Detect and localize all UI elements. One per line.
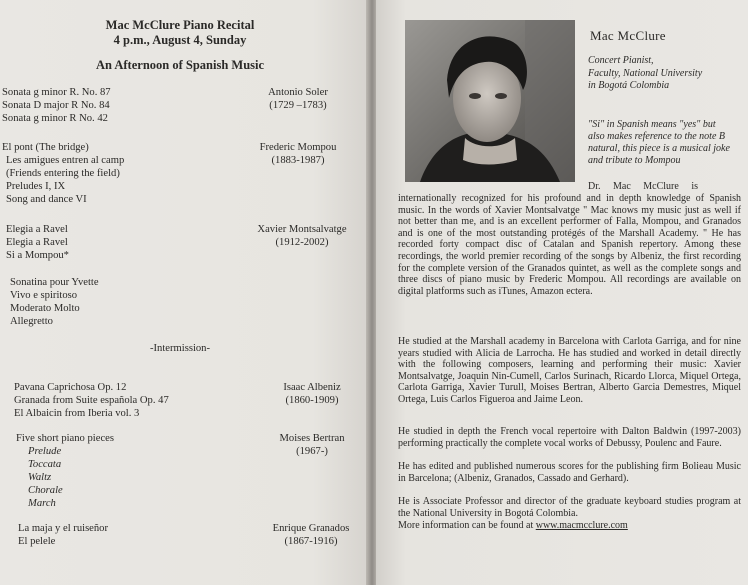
composer-name: Frederic Mompou bbox=[259, 142, 337, 153]
work-list bbox=[2, 86, 111, 125]
footnote-line: "Si" in Spanish means "yes" but bbox=[588, 119, 716, 130]
composer-dates: (1912-2002) bbox=[275, 237, 329, 248]
composer bbox=[240, 223, 364, 249]
program-subtitle: An Afternoon of Spanish Music bbox=[95, 58, 265, 72]
bio-paragraph-4 bbox=[398, 461, 741, 484]
role-line: Concert Pianist, bbox=[588, 55, 654, 66]
work: Les amigues entren al camp bbox=[6, 155, 125, 166]
footnote-line: and tribute to Mompou bbox=[588, 155, 681, 166]
sub-work: March bbox=[28, 498, 56, 509]
bio-text: He studied at the Marshall academy in Barcelona with Carlota Garriga, and for nine years studied with Alicia de Larrocha. He has studied and worked in detail directly with the following composers, learning and performing their music: Xavier Montsalvatge, Joaquin Nin-Cumell, Carlos Surinach, Ricardo Llorca, Miquel Ortega, Carlota Garriga, Xavier Turull, Moises Bertran, Alberto Garcia Demestres, Miquel Ortega, Luis Carlos Figueroa and Jaime Leon. bbox=[398, 336, 741, 405]
pianist-photo bbox=[405, 20, 575, 182]
work: Moderato Molto bbox=[10, 303, 80, 314]
work: Sonatina pour Yvette bbox=[10, 277, 99, 288]
bio-text: He is Associate Professor and director of the graduate keyboard studies program at the National University in Bogotá Colombia. bbox=[398, 496, 741, 519]
composer-name: Enrique Granados bbox=[272, 523, 350, 534]
work: Sonata D major R No. 84 bbox=[2, 100, 110, 111]
right-page bbox=[376, 0, 748, 585]
composer bbox=[262, 432, 362, 458]
bio-text: internationally recognized for his profound and in depth knowledge of Spanish music. In the words of Xavier Montsalvatge " Mac knows my music just as well if not better than me, and is an excellent performer of Falla, Mompou, and Granados and is one of the most outstanding protégés of the Marshall Academy. " He has recorded forty compact disc of Catalan and Spanish repertory. Among these recordings, the world premier recording of the songs by Albeniz, the first recording for the complete version of the Granados quintet, as well as the complete songs and three discs of piano music by Frederic Mompou. All recordings are available on digital platforms such as iTunes, Amazon ectera. bbox=[398, 193, 741, 297]
bio-first-line: Dr. Mac McClure is bbox=[588, 181, 698, 192]
work: Pavana Caprichosa Op. 12 bbox=[14, 382, 127, 393]
composer-dates: (1883-1987) bbox=[271, 155, 325, 166]
composer-name: Moises Bertran bbox=[279, 433, 345, 444]
portrait-illustration bbox=[405, 20, 575, 182]
work-list bbox=[6, 223, 69, 262]
sub-work: Toccata bbox=[28, 459, 62, 470]
composer-dates: (1729 –1783) bbox=[269, 100, 327, 111]
work-list bbox=[18, 522, 108, 548]
work: Elegia a Ravel bbox=[6, 237, 68, 248]
footnote bbox=[588, 119, 730, 167]
composer-dates: (1860-1909) bbox=[285, 395, 339, 406]
work: Granada from Suite española Op. 47 bbox=[14, 395, 169, 406]
composer-dates: (1967-) bbox=[296, 446, 328, 457]
composer bbox=[256, 522, 366, 548]
bio-paragraph-2 bbox=[398, 336, 741, 406]
role-line: Faculty, National University bbox=[588, 67, 703, 79]
work: La maja y el ruiseñor bbox=[18, 523, 109, 534]
composer-dates: (1867-1916) bbox=[284, 536, 338, 547]
work: El pelele bbox=[18, 536, 56, 547]
pianist-name: Mac McClure bbox=[590, 28, 666, 43]
role-line: in Bogotá Colombia bbox=[588, 80, 670, 91]
composer bbox=[248, 86, 348, 112]
pianist-role bbox=[588, 55, 702, 93]
work: Allegretto bbox=[10, 316, 53, 327]
composer bbox=[240, 141, 356, 167]
work: Elegia a Ravel bbox=[6, 224, 68, 235]
work: Si a Mompou* bbox=[6, 250, 69, 261]
bio-paragraph-3 bbox=[398, 426, 741, 449]
composer-name: Isaac Albeniz bbox=[283, 382, 341, 393]
bio-paragraph-6 bbox=[398, 520, 741, 532]
work-list bbox=[14, 381, 169, 420]
bio-paragraph-5 bbox=[398, 496, 741, 519]
work: Preludes I, IX bbox=[6, 181, 66, 192]
work: Sonata g minor R. No. 87 bbox=[2, 87, 111, 98]
work-list bbox=[10, 276, 99, 328]
website-link[interactable]: www.macmcclure.com bbox=[535, 520, 628, 531]
work: Song and dance VI bbox=[6, 194, 87, 205]
recital-title: Mac McClure Piano Recital bbox=[105, 18, 255, 32]
work-list bbox=[16, 432, 114, 510]
intermission: -Intermission- bbox=[149, 343, 211, 354]
sub-work: Prelude bbox=[28, 446, 62, 457]
bio-text: He studied in depth the French vocal repertoire with Dalton Baldwin (1997-2003) performing practically the complete vocal works of Debussy, Poulenc and Faure. bbox=[398, 426, 741, 449]
bio-paragraph-1 bbox=[398, 193, 741, 297]
sub-work: Chorale bbox=[28, 485, 63, 496]
footnote-line: also makes reference to the note B bbox=[588, 131, 725, 142]
bio-text: More information can be found at bbox=[398, 520, 536, 531]
bio-text: He has edited and published numerous scores for the publishing firm Bolieau Music in Barcelona; (Albeniz, Granados, Cassado and Gerhard). bbox=[398, 461, 741, 484]
work: (Friends entering the field) bbox=[6, 168, 120, 179]
left-page bbox=[0, 0, 368, 585]
work: Five short piano pieces bbox=[16, 433, 114, 444]
composer-name: Xavier Montsalvatge bbox=[257, 224, 347, 235]
work-list bbox=[2, 141, 124, 206]
work: Vivo e spiritoso bbox=[10, 290, 78, 301]
composer-name: Antonio Soler bbox=[268, 87, 328, 98]
work: El Albaicin from Iberia vol. 3 bbox=[14, 408, 140, 419]
footnote-line: natural, this piece is a musical joke bbox=[588, 143, 730, 154]
recital-datetime: 4 p.m., August 4, Sunday bbox=[113, 33, 247, 47]
composer bbox=[262, 381, 362, 407]
work: El pont (The bridge) bbox=[2, 142, 89, 153]
work: Sonata g minor R No. 42 bbox=[2, 113, 108, 124]
sub-work: Waltz bbox=[28, 472, 52, 483]
